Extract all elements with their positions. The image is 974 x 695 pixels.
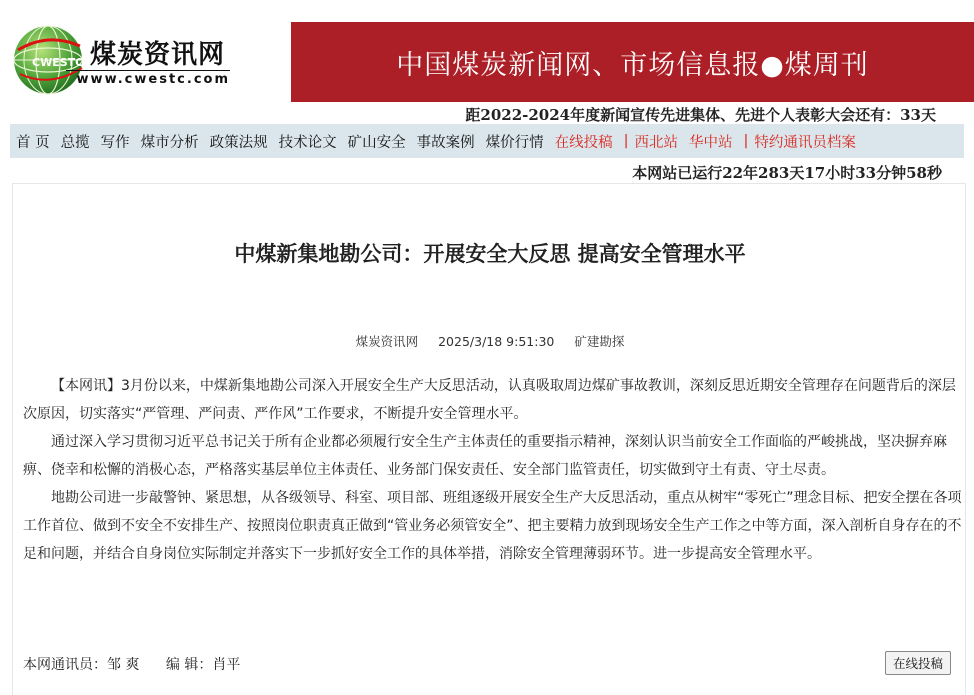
article-body [23,372,963,568]
nav-item-home[interactable]: 首 页 [16,134,50,151]
article-meta [13,332,967,350]
nav-item-writing[interactable]: 写作 [100,134,130,151]
nav-separator: | [743,133,749,149]
nav-item-mine-safety[interactable]: 矿山安全 [347,134,406,151]
nav-item-coal-price[interactable]: 煤价行情 [485,134,544,151]
article-category: 矿建勘探 [574,334,625,349]
nav-item-northwest[interactable]: 西北站 [634,134,678,151]
article-panel [12,183,966,695]
article-source: 煤炭资讯网 [355,334,419,349]
article-datetime: 2025/3/18 9:51:30 [438,334,555,349]
site-url: www.cwestc.com [66,70,230,87]
banner-text: 中国煤炭新闻网、市场信息报●煤周刊 [396,49,869,81]
nav-item-market-analysis[interactable]: 煤市分析 [140,134,199,151]
nav-separator: | [623,133,629,149]
article-paragraph: 地勘公司进一步敲警钟、紧思想，从各级领导、科室、项目部、班组逐级开展安全生产大反思活动，重点从树牢“零死亡”理念目标、把安全摆在各项工作首位、做到不安全不安排生产、按照岗位职责真正做到“管业务必须管安全”、把主要精力放到现场安全生产工作之中等方面，深入剖析自身存在的不足和问题，并结合自身岗位实际制定并落实下一步抓好安全工作的具体举措，消除安全管理薄弱环节。进一步提高安全管理水平。 [23,490,962,562]
nav-item-overview[interactable]: 总揽 [60,134,90,151]
article-paragraph: 通过深入学习贯彻习近平总书记关于所有企业都必须履行安全生产主体责任的重要指示精神，深刻认识当前安全工作面临的严峻挑战，坚决摒弃麻痹、侥幸和松懈的消极心态，严格落实基层单位主体责任、业务部门保安责任、安全部门监管责任，切实做到守土有责、守土尽责。 [23,434,947,478]
nav-item-correspondents[interactable]: 特约通讯员档案 [754,134,856,151]
header-banner [291,22,974,102]
nav-item-central[interactable]: 华中站 [689,134,733,151]
article-credits [23,654,262,674]
nav-item-accidents[interactable]: 事故案例 [416,134,475,151]
online-submit-button[interactable]: 在线投稿 [885,651,951,675]
nav-item-policy[interactable]: 政策法规 [209,134,268,151]
main-nav [10,124,964,158]
countdown-notice: 距2022-2024年度新闻宣传先进集体、先进个人表彰大会还有：33天 [465,106,936,124]
correspondent: 本网通讯员：邹 爽 [23,657,140,673]
nav-item-papers[interactable]: 技术论文 [278,134,337,151]
article-title: 中煤新集地勘公司：开展安全大反思 提高安全管理水平 [234,242,746,266]
site-uptime: 本网站已运行22年283天17小时33分钟58秒 [632,164,942,182]
logo-mark-text: CWESTC [32,56,84,69]
article-paragraph: 【本网讯】3月份以来，中煤新集地勘公司深入开展安全生产大反思活动，认真吸取周边煤矿事故教训，深刻反思近期安全管理存在问题背后的深层次原因，切实落实“严管理、严问责、严作风”工作要求，不断提升安全管理水平。 [23,378,956,422]
editor: 编 辑：肖平 [165,657,241,673]
site-name: 煤炭资讯网 [90,40,226,70]
nav-item-submit[interactable]: 在线投稿 [554,134,613,151]
